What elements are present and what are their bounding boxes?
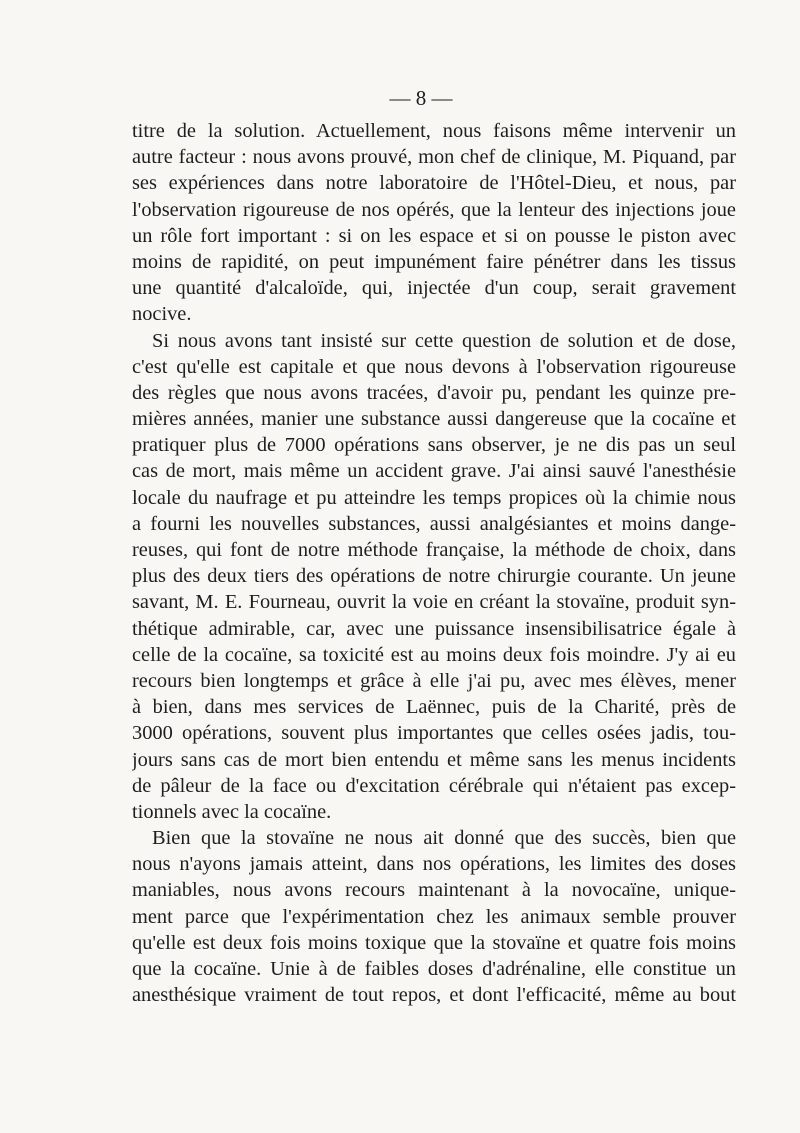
text-line: mières années, manier une substance aussi dangereuse que la cocaïne et [132, 408, 736, 431]
text-line: ment parce que l'expérimentation chez les animaux semble prouver [132, 905, 736, 928]
text-line: anesthésique vraiment de tout repos, et dont l'efficacité, même au bout [132, 984, 736, 1007]
text-line: thétique admirable, car, avec une puissance insensibilisatrice égale à [132, 617, 736, 640]
text-line: tionnels avec la cocaïne. [132, 800, 332, 823]
text-line: jours sans cas de mort bien entendu et même sans les menus incidents [132, 748, 736, 771]
body-text [132, 118, 736, 1008]
text-line: Bien que la stovaïne ne nous ait donné que des succès, bien que [152, 827, 736, 850]
text-line: que la cocaïne. Unie à de faibles doses d'adrénaline, elle constitue un [132, 958, 736, 980]
text-line: Si nous avons tant insisté sur cette question de solution et de dose, [152, 329, 736, 352]
text-line: qu'elle est deux fois moins toxique que la stovaïne et quatre fois moins [132, 931, 736, 954]
text-line: plus des deux tiers des opérations de notre chirurgie courante. Un jeune [132, 565, 736, 588]
paragraph-3 [132, 825, 736, 1008]
text-line: recours bien longtemps et grâce à elle j'ai pu, avec mes élèves, mener [132, 669, 736, 692]
text-line: des règles que nous avons tracées, d'avoir pu, pendant les quinze pre- [132, 381, 736, 404]
text-line: a fourni les nouvelles substances, aussi analgésiantes et moins dange- [132, 512, 736, 535]
text-line: un rôle fort important : si on les espace et si on pousse le piston avec [132, 224, 736, 247]
text-line: c'est qu'elle est capitale et que nous devons à l'observation rigoureuse [132, 355, 736, 378]
text-line: nocive. [132, 303, 192, 326]
text-line: cas de mort, mais même un accident grave. J'ai ainsi sauvé l'anesthésie [132, 460, 736, 483]
text-line: pratiquer plus de 7000 opérations sans observer, je ne dis pas un seul [132, 434, 736, 457]
text-line: autre facteur : nous avons prouvé, mon chef de clinique, M. Piquand, par [132, 146, 736, 169]
page-number: — 8 — [389, 86, 453, 110]
text-line: maniables, nous avons recours maintenant à la novocaïne, unique- [132, 879, 736, 902]
text-line: locale du naufrage et pu atteindre les temps propices où la chimie nous [132, 486, 736, 509]
text-line: une quantité d'alcaloïde, qui, injectée d'un coup, serait gravement [132, 277, 736, 300]
text-line: moins de rapidité, on peut impunément faire pénétrer dans les tissus [132, 250, 736, 273]
text-line: nous n'ayons jamais atteint, dans nos opérations, les limites des doses [132, 853, 736, 876]
text-line: titre de la solution. Actuellement, nous faisons même intervenir un [132, 120, 736, 142]
text-line: reuses, qui font de notre méthode française, la méthode de choix, dans [132, 539, 736, 561]
text-line: celle de la cocaïne, sa toxicité est au moins deux fois moindre. J'y ai eu [132, 643, 736, 666]
paragraph-1 [132, 118, 736, 328]
text-line: l'observation rigoureuse de nos opérés, que la lenteur des injections joue [132, 198, 736, 221]
text-line: savant, M. E. Fourneau, ouvrit la voie en créant la stovaïne, produit syn- [132, 591, 736, 614]
text-line: de pâleur de la face ou d'excitation cérébrale qui n'étaient pas excep- [132, 774, 736, 797]
text-line: 3000 opérations, souvent plus importantes que celles osées jadis, tou- [132, 722, 736, 745]
text-line: ses expériences dans notre laboratoire de l'Hôtel-Dieu, et nous, par [132, 172, 736, 195]
paragraph-2 [132, 328, 736, 826]
text-line: à bien, dans mes services de Laënnec, puis de la Charité, près de [132, 696, 736, 719]
